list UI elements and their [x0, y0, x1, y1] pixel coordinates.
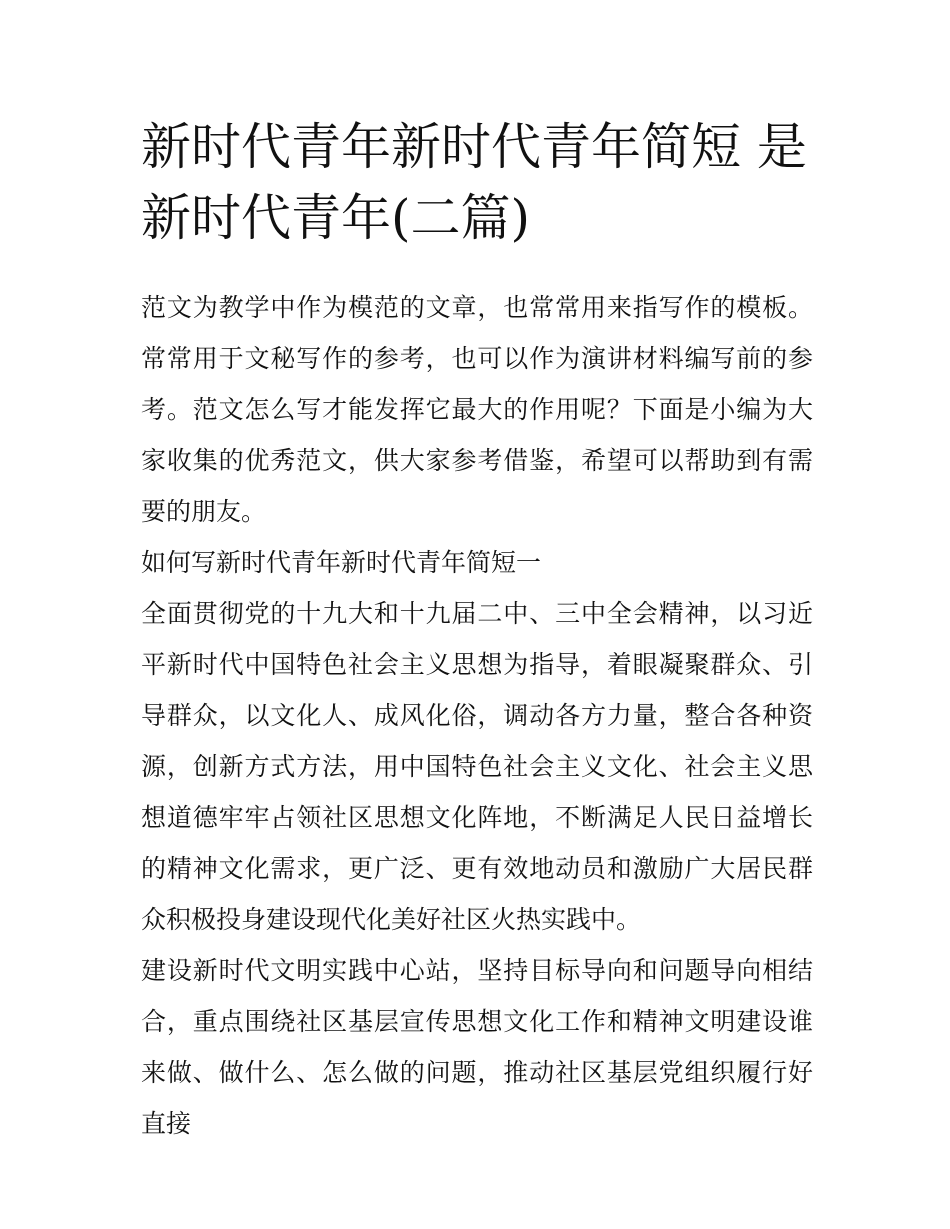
- body-paragraph-2: 建设新时代文明实践中心站，坚持目标导向和问题导向相结合，重点围绕社区基层宣传思想文化工作和精神文明建设谁来做、做什么、怎么做的问题，推动社区基层党组织履行好直接: [141, 956, 813, 1138]
- document-content: [141, 112, 813, 1149]
- intro-paragraph: 范文为教学中作为模范的文章，也常常用来指写作的模板。常常用于文秘写作的参考，也可以作为演讲材料编写前的参考。范文怎么写才能发挥它最大的作用呢？下面是小编为大家收集的优秀范文，供大家参考借鉴，希望可以帮助到有需要的朋友。: [141, 293, 813, 526]
- document-title: 新时代青年新时代青年简短 是新时代青年(二篇): [141, 118, 807, 247]
- document-body: [141, 282, 813, 1149]
- body-paragraph-1: 全面贯彻党的十九大和十九届二中、三中全会精神，以习近平新时代中国特色社会主义思想为指导，着眼凝聚群众、引导群众，以文化人、成风化俗，调动各方力量，整合各种资源，创新方式方法，用中国特色社会主义文化、社会主义思想道德牢牢占领社区思想文化阵地，不断满足人民日益增长的精神文化需求，更广泛、更有效地动员和激励广大居民群众积极投身建设现代化美好社区火热实践中。: [141, 599, 813, 934]
- section-heading: 如何写新时代青年新时代青年简短一: [141, 548, 542, 577]
